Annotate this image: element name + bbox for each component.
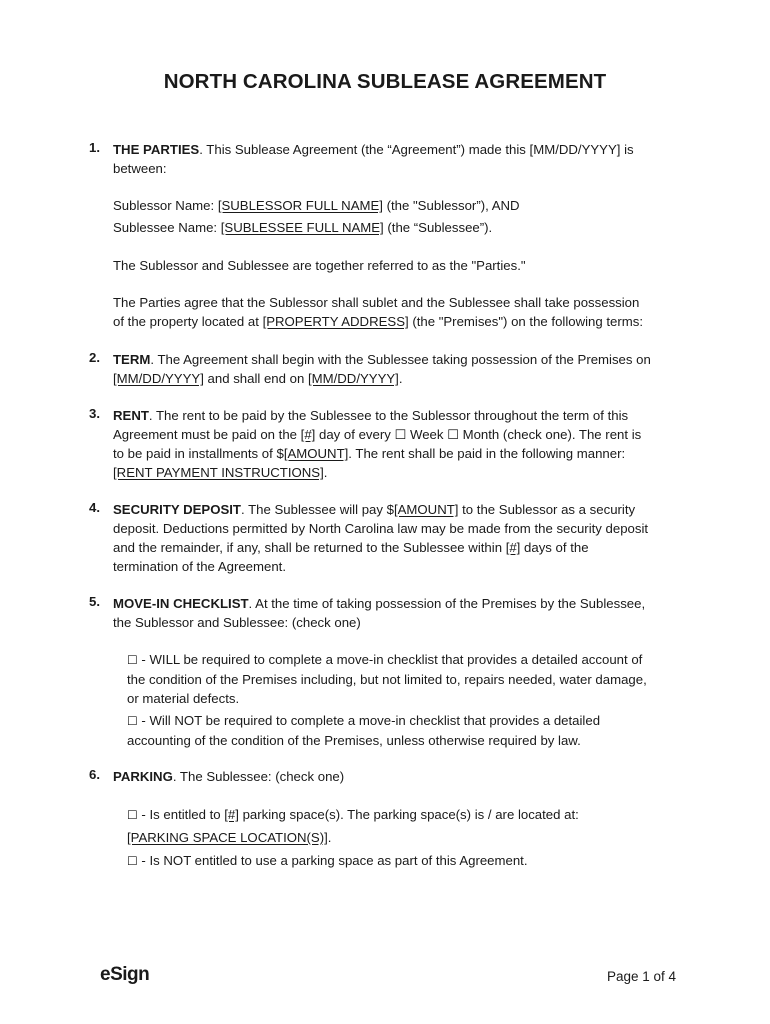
sublessee-line: Sublessee Name: [SUBLESSEE FULL NAME] (the “Sublessee”). xyxy=(113,220,493,235)
parking-location-field[interactable]: [PARKING SPACE LOCATION(S)] xyxy=(127,830,328,845)
sublessee-name-field[interactable]: [SUBLESSEE FULL NAME] xyxy=(220,220,384,235)
section-3-heading: RENT xyxy=(113,408,149,423)
checklist-option-will: ☐ - WILL be required to complete a move-in checklist that provides a detailed account of the condition of the Premises including, but not limited to, repairs needed, water damage, or material defects. xyxy=(127,652,647,706)
term-start-date-field[interactable]: [MM/DD/YYYY] xyxy=(113,371,204,386)
section-1-number: 1. xyxy=(89,140,100,155)
rent-payment-instructions-field[interactable]: [RENT PAYMENT INSTRUCTIONS] xyxy=(113,465,324,480)
section-6-heading: PARKING xyxy=(113,769,173,784)
checklist-will-not-checkbox[interactable]: ☐ xyxy=(127,714,138,728)
section-4-number: 4. xyxy=(89,500,100,515)
parking-option-not-entitled: ☐ - Is NOT entitled to use a parking space as part of this Agreement. xyxy=(127,853,528,868)
esign-logo: eSign xyxy=(100,964,150,985)
page-number: Page 1 of 4 xyxy=(607,969,677,984)
sublessor-line: Sublessor Name: [SUBLESSOR FULL NAME] (the "Sublessor”), AND xyxy=(113,198,520,213)
rent-day-field[interactable]: [#] xyxy=(300,427,316,442)
document-title: NORTH CAROLINA SUBLEASE AGREEMENT xyxy=(163,70,607,93)
parking-entitled-checkbox[interactable]: ☐ xyxy=(127,808,138,822)
parking-not-entitled-checkbox[interactable]: ☐ xyxy=(127,854,138,868)
parties-together-text: The Sublessor and Sublessee are together referred to as the "Parties." xyxy=(113,258,526,273)
parking-option-entitled: ☐ - Is entitled to [#] parking space(s). The parking space(s) is / are located at: [PARKING SPACE LOCATION(S)]. xyxy=(127,807,579,845)
rent-amount-field[interactable]: [AMOUNT] xyxy=(283,446,349,461)
section-2-number: 2. xyxy=(89,350,100,365)
section-3-rent: RENT. The rent to be paid by the Sublessee to the Sublessor throughout the term of this Agreement must be paid on the [#] day of every ☐ Week ☐ Month (check one). The rent is to be paid in installments of $[AMOUNT]. The rent shall be paid in the following manner: [RENT PAYMENT INSTRUCTIONS]. xyxy=(113,408,642,480)
section-4-heading: SECURITY DEPOSIT xyxy=(113,502,241,517)
checklist-option-will-not: ☐ - Will NOT be required to complete a move-in checklist that provides a detailed accounting of the condition of the Premises, unless otherwise required by law. xyxy=(127,713,601,748)
deposit-return-days-field[interactable]: [#] xyxy=(505,540,521,555)
checklist-will-checkbox[interactable]: ☐ xyxy=(127,653,138,667)
section-5-number: 5. xyxy=(89,594,100,609)
section-2-heading: TERM xyxy=(113,352,151,367)
parking-spaces-field[interactable]: [#] xyxy=(224,807,239,822)
section-2-term: TERM. The Agreement shall begin with the Sublessee taking possession of the Premises on [MM/DD/YYYY] and shall end on [MM/DD/YYYY]. xyxy=(113,352,651,386)
parties-agree-text: The Parties agree that the Sublessor shall sublet and the Sublessee shall take possession of the property located at [PROPERTY ADDRESS] (the "Premises") on the following terms: xyxy=(113,295,644,329)
section-4-security-deposit: SECURITY DEPOSIT. The Sublessee will pay $[AMOUNT] to the Sublessor as a security deposit. Deductions permitted by North Carolina law may be made from the security deposit and the remainder, if any, shall be returned to the Sublessee within [#] days of the termination of the Agreement. xyxy=(113,502,649,574)
section-1-heading: THE PARTIES xyxy=(113,142,200,157)
section-6-parking: PARKING. The Sublessee: (check one) xyxy=(113,769,345,784)
sublessor-name-field[interactable]: [SUBLESSOR FULL NAME] xyxy=(217,198,383,213)
section-6-number: 6. xyxy=(89,767,100,782)
section-5-move-in-checklist: MOVE-IN CHECKLIST. At the time of taking possession of the Premises by the Sublessee, the Sublessor and Sublessee: (check one) xyxy=(113,596,646,630)
deposit-amount-field[interactable]: [AMOUNT] xyxy=(393,502,459,517)
property-address-field[interactable]: [PROPERTY ADDRESS] xyxy=(262,314,409,329)
term-end-date-field[interactable]: [MM/DD/YYYY] xyxy=(307,371,399,386)
section-3-number: 3. xyxy=(89,406,100,421)
section-1-intro: THE PARTIES. This Sublease Agreement (the “Agreement”) made this [MM/DD/YYYY] is between: xyxy=(113,142,634,176)
section-5-heading: MOVE-IN CHECKLIST xyxy=(113,596,249,611)
